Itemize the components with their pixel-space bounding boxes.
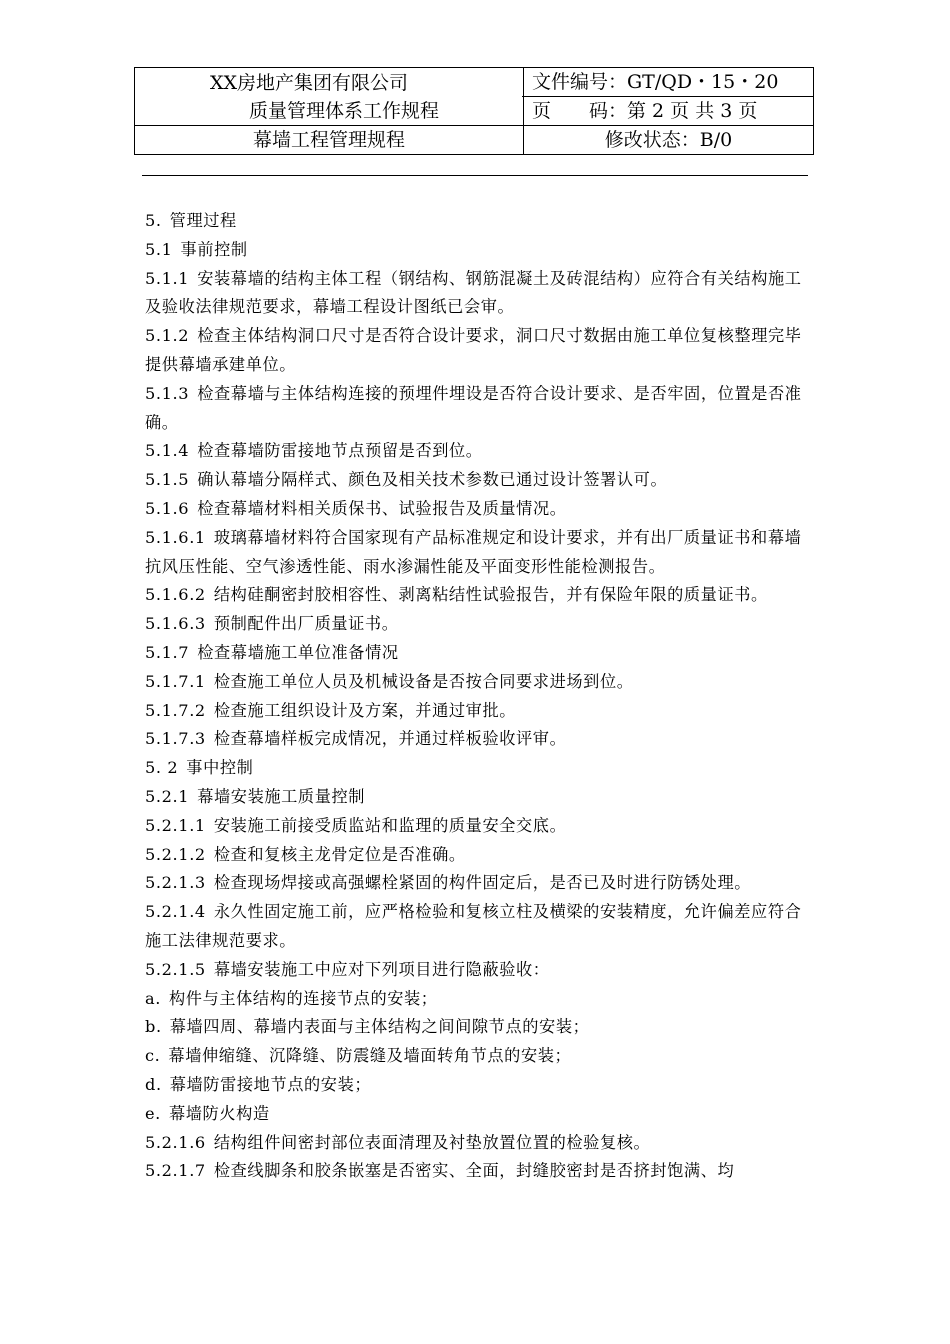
- paragraph-text: 检查和复核主龙骨定位是否准确。: [213, 844, 466, 864]
- paragraph: [145, 639, 810, 668]
- paragraph-number: 5.2.1.3: [145, 873, 206, 893]
- paragraph-text: 幕墙伸缩缝、沉降缝、防震缝及墙面转角节点的安装；: [168, 1046, 572, 1066]
- paragraph: [145, 466, 810, 495]
- paragraph-number: 5.1: [145, 239, 173, 259]
- paragraph-text: 幕墙防火构造: [168, 1103, 270, 1123]
- paragraph: [145, 322, 810, 380]
- paragraph-text: 安装施工前接受质监站和监理的质量安全交底。: [213, 815, 567, 835]
- paragraph-text: 事中控制: [186, 758, 254, 778]
- paragraph-number: 5.1.2: [145, 326, 190, 346]
- paragraph-number: b.: [145, 1017, 162, 1037]
- paragraph: [145, 437, 810, 466]
- paragraph-number: 5.2.1.6: [145, 1132, 206, 1152]
- paragraph-number: 5.1.7.2: [145, 700, 206, 720]
- document-body: [145, 207, 810, 1186]
- paragraph: [145, 697, 810, 726]
- paragraph: [145, 668, 810, 697]
- paragraph-number: a.: [145, 988, 161, 1008]
- paragraph-number: 5.1.3: [145, 383, 190, 403]
- paragraph-text: 检查线脚条和胶条嵌塞是否密实、全面，封缝胶密封是否挤封饱满、均: [213, 1161, 735, 1181]
- paragraph: [145, 1042, 810, 1071]
- paragraph-number: 5.2.1.7: [145, 1161, 206, 1181]
- paragraph-text: 检查幕墙材料相关质保书、试验报告及质量情况。: [197, 498, 567, 518]
- paragraph-number: 5. 2: [145, 758, 179, 778]
- paragraph-text: 安装幕墙的结构主体工程（钢结构、钢筋混凝土及砖混结构）应符合有关结构施工及验收法律规范要求，幕墙工程设计图纸已会审。: [145, 268, 802, 317]
- paragraph: [145, 265, 810, 323]
- paragraph: [145, 610, 810, 639]
- paragraph: [145, 1100, 810, 1129]
- paragraph: [145, 812, 810, 841]
- paragraph-text: 幕墙安装施工质量控制: [197, 786, 366, 806]
- paragraph-text: 事前控制: [180, 239, 248, 259]
- paragraph-number: 5.1.6.1: [145, 527, 206, 547]
- paragraph: [145, 956, 810, 985]
- system-title: 质量管理体系工作规程: [248, 99, 439, 122]
- paragraph: [145, 869, 810, 898]
- paragraph-number: c.: [145, 1046, 161, 1066]
- paragraph-number: 5.1.5: [145, 470, 190, 490]
- paragraph-number: 5.2.1.5: [145, 959, 206, 979]
- paragraph-text: 检查幕墙与主体结构连接的预埋件埋设是否符合设计要求、是否牢固，位置是否准确。: [145, 383, 802, 432]
- page-info: 页 码：第 2 页 共 3 页: [532, 100, 758, 122]
- paragraph-number: 5.2.1.2: [145, 844, 206, 864]
- paragraph-text: 检查现场焊接或高强螺栓紧固的构件固定后，是否已及时进行防锈处理。: [213, 873, 752, 893]
- paragraph-text: 检查幕墙防雷接地节点预留是否到位。: [197, 441, 483, 461]
- paragraph: [145, 985, 810, 1014]
- paragraph-number: 5.1.7: [145, 642, 190, 662]
- paragraph-text: 结构硅酮密封胶相容性、剥离粘结性试验报告，并有保险年限的质量证书。: [213, 585, 768, 605]
- header-meta-cell: [524, 68, 814, 126]
- header-title-cell: [135, 68, 524, 126]
- paragraph-text: 检查主体结构洞口尺寸是否符合设计要求，洞口尺寸数据由施工单位复核整理完毕提供幕墙承建单位。: [145, 326, 802, 374]
- paragraph-text: 预制配件出厂质量证书。: [213, 614, 399, 634]
- paragraph-number: 5.1.4: [145, 441, 190, 461]
- paragraph: [145, 1157, 810, 1186]
- paragraph: [145, 380, 810, 438]
- paragraph: [145, 495, 810, 524]
- document-title: 幕墙工程管理规程: [135, 126, 524, 155]
- paragraph: [145, 1071, 810, 1100]
- paragraph-text: 构件与主体结构的连接节点的安装；: [169, 988, 438, 1008]
- paragraph-number: 5.2.1.4: [145, 902, 206, 922]
- revision-status: 修改状态：B/0: [524, 126, 814, 155]
- paragraph-text: 幕墙四周、幕墙内表面与主体结构之间间隙节点的安装；: [169, 1017, 590, 1037]
- paragraph-text: 幕墙防雷接地节点的安装；: [169, 1074, 372, 1094]
- paragraph-number: 5.1.1: [145, 268, 190, 288]
- paragraph-number: 5.: [145, 211, 162, 230]
- header-divider: [142, 175, 808, 176]
- paragraph: [145, 754, 810, 783]
- paragraph-number: 5.1.7.1: [145, 671, 206, 691]
- paragraph: [145, 236, 810, 265]
- paragraph-text: 检查施工单位人员及机械设备是否按合同要求进场到位。: [213, 671, 634, 691]
- paragraph: [145, 898, 810, 956]
- paragraph: [145, 783, 810, 812]
- paragraph-text: 检查幕墙施工单位准备情况: [197, 642, 399, 662]
- paragraph-text: 确认幕墙分隔样式、颜色及相关技术参数已通过设计签署认可。: [197, 470, 668, 490]
- paragraph-text: 玻璃幕墙材料符合国家现有产品标准规定和设计要求，并有出厂质量证书和幕墙抗风压性能、空气渗透性能、雨水渗漏性能及平面变形性能检测报告。: [145, 527, 802, 576]
- company-name: XX房地产集团有限公司: [209, 71, 409, 94]
- paragraph: [145, 725, 810, 754]
- document-number: 文件编号：GT/QD・15・20: [522, 68, 813, 97]
- paragraph-number: 5.2.1.1: [145, 815, 206, 835]
- paragraph: [145, 524, 810, 582]
- paragraph-number: d.: [145, 1074, 162, 1094]
- paragraph: [145, 841, 810, 870]
- paragraph-number: e.: [145, 1103, 161, 1123]
- paragraph: [145, 207, 810, 236]
- paragraph-text: 永久性固定施工前，应严格检验和复核立柱及横梁的安装精度，允许偏差应符合施工法律规范要求。: [145, 902, 802, 950]
- paragraph-number: 5.2.1: [145, 786, 190, 806]
- paragraph-number: 5.1.7.3: [145, 729, 206, 749]
- paragraph-text: 结构组件间密封部位表面清理及衬垫放置位置的检验复核。: [213, 1132, 651, 1152]
- paragraph-text: 幕墙安装施工中应对下列项目进行隐蔽验收：: [213, 959, 550, 979]
- paragraph-text: 管理过程: [169, 211, 237, 230]
- document-header-table: [134, 67, 814, 155]
- paragraph-number: 5.1.6.3: [145, 614, 206, 634]
- paragraph-number: 5.1.6: [145, 498, 190, 518]
- paragraph-number: 5.1.6.2: [145, 585, 206, 605]
- paragraph: [145, 1129, 810, 1158]
- paragraph: [145, 1013, 810, 1042]
- paragraph: [145, 581, 810, 610]
- paragraph-text: 检查施工组织设计及方案，并通过审批。: [213, 700, 517, 720]
- paragraph-text: 检查幕墙样板完成情况，并通过样板验收评审。: [213, 729, 567, 749]
